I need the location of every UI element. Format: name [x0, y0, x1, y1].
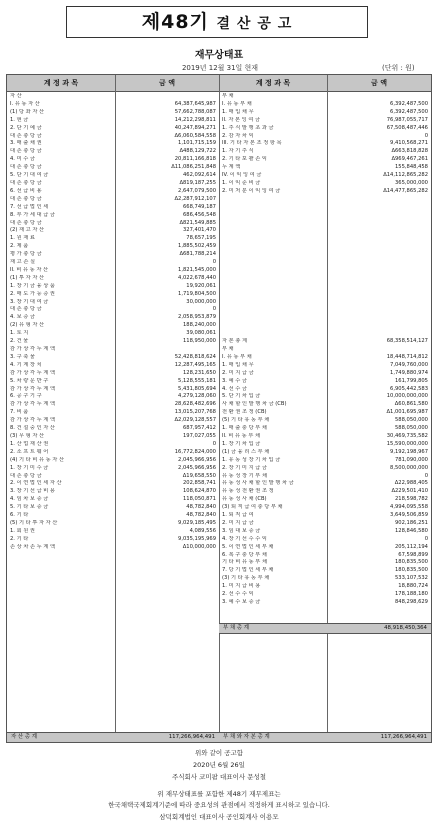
account-amount: 48,782,840	[186, 512, 216, 519]
account-name: 2. 단 기 예 금	[10, 124, 42, 131]
account-name: 2. 미 지 급 금	[222, 369, 254, 376]
account-name: 7. 당 기 법 인 세 부 채	[222, 567, 274, 574]
account-name	[222, 220, 326, 228]
account-amount: 1,821,545,000	[178, 266, 216, 273]
account-name: 5. 단 기 대 여 금	[10, 172, 49, 179]
account-amount: Δ14,477,865,282	[383, 187, 428, 194]
account-amount: 1,885,502,459	[178, 243, 216, 250]
account-amount: 67,598,899	[398, 551, 428, 558]
account-name: I. 유 동 부 채	[222, 353, 252, 360]
account-name: 4. 미 수 금	[10, 156, 35, 163]
account-name: 대 손 충 당 금	[10, 195, 42, 202]
account-amount: 781,090,000	[394, 456, 428, 463]
account-amount: 686,456,548	[182, 211, 216, 218]
account-amount: 78,657,195	[186, 235, 216, 242]
account-name: 자 본 총 계	[222, 338, 247, 345]
account-name: 2. 선 수 수 익	[222, 591, 254, 598]
account-amount	[329, 322, 428, 330]
account-amount: 155,848,458	[394, 164, 428, 171]
account-name: 2. 기 타	[10, 535, 29, 542]
account-amount	[329, 251, 428, 259]
account-amount: 0	[424, 132, 428, 139]
title-main: 제48기	[141, 11, 209, 33]
account-name: 5. 차 량 운 반 구	[10, 377, 49, 384]
account-name	[222, 330, 326, 338]
account-name: 2. 미 지 급 금	[222, 519, 254, 526]
account-amount: Δ19,658,550	[182, 472, 216, 479]
account-amount: 20,811,166,818	[174, 156, 216, 163]
account-name	[222, 306, 326, 314]
account-name: 3. 예 수 보 증 금	[222, 599, 261, 605]
account-amount: Δ2,287,912,107	[174, 195, 216, 202]
header-account-right: 계 정 과 목	[219, 75, 327, 92]
account-amount	[329, 291, 428, 299]
account-name: II. 비 유 동 부 채	[222, 432, 261, 439]
account-amount: 188,240,000	[182, 322, 216, 329]
column-divider	[327, 75, 328, 742]
account-name	[222, 243, 326, 251]
account-name: 유 동 성 장 기 부 채	[222, 472, 267, 479]
account-amount: 6,392,487,500	[390, 100, 428, 107]
account-name: (3) 무 형 자 산	[10, 432, 44, 439]
account-amount	[329, 259, 428, 267]
account-amount: 18,448,714,812	[386, 353, 428, 360]
account-amount: 28,628,482,696	[174, 401, 216, 408]
account-amount: 902,186,251	[394, 519, 428, 526]
footer-auditor: 삼덕회계법인 대표이사 공인회계사 이용모	[159, 813, 279, 821]
footer-statement: 위와 같이 공고함	[194, 749, 244, 757]
account-amount: 1,101,715,159	[178, 140, 216, 147]
liab-equity-total-row	[219, 732, 431, 743]
account-name: 2. 미 처 분 이 익 잉 여 금	[222, 187, 281, 194]
header-amount-left: 금 액	[115, 75, 219, 92]
account-name: 2. 기 타 포 괄 손 익	[222, 156, 267, 163]
header-amount-right: 금 액	[327, 75, 431, 92]
account-name: 4. 장 기 선 수 수 익	[222, 535, 267, 542]
account-amount: 533,107,532	[394, 575, 428, 582]
assets-total-row	[7, 732, 219, 743]
account-name: 1. 주 식 발 행 초 과 금	[222, 124, 274, 131]
account-amount: 48,782,840	[186, 504, 216, 511]
balance-sheet-table	[6, 74, 432, 743]
account-amount: 588,050,000	[394, 425, 428, 432]
account-name	[222, 251, 326, 259]
right-account-column	[222, 93, 326, 607]
account-name: 전 환 권 조 정 (CB)	[222, 409, 267, 416]
account-amount: 178,188,180	[394, 591, 428, 598]
account-name: 2. 이 연 법 인 세 자 산	[10, 480, 62, 487]
account-name	[222, 299, 326, 307]
account-name: 평 가 충 당 금	[10, 251, 42, 258]
account-name: 2. 감 자 차 익	[222, 132, 254, 139]
account-amount: 365,000,000	[394, 179, 428, 186]
account-amount: 205,112,194	[394, 543, 428, 550]
account-amount: 1,749,880,974	[390, 369, 428, 376]
account-amount: 108,624,870	[182, 488, 216, 495]
account-amount: 8,500,000,000	[390, 464, 428, 471]
account-name: 대 손 충 당 금	[10, 306, 42, 313]
account-amount: Δ819,187,255	[179, 179, 216, 186]
account-amount: 687,957,412	[182, 425, 216, 432]
account-name: 3. 장 기 대 여 금	[10, 298, 49, 305]
account-amount: 128,846,580	[394, 527, 428, 534]
account-amount: 327,401,470	[182, 227, 216, 234]
account-amount: 52,428,818,624	[174, 353, 216, 360]
account-amount: Δ821,549,885	[179, 219, 216, 226]
announcement-title	[66, 6, 368, 38]
account-amount	[329, 227, 428, 235]
account-name: 5. 이 연 법 인 세 부 채	[222, 543, 274, 550]
account-name: 2. 매 도 가 능 증 권	[10, 290, 55, 297]
account-name: (5) 기 타 투 자 자 산	[10, 519, 58, 526]
header-account-left: 계 정 과 목	[7, 75, 115, 92]
account-name: 6. 공 구 기 구	[10, 393, 42, 400]
left-amount-column	[117, 93, 216, 552]
account-amount: 4,089,556	[189, 527, 216, 534]
liab-equity-total-value: 117,266,964,491	[380, 734, 427, 740]
account-amount: 180,835,500	[394, 567, 428, 574]
right-amount-column	[329, 93, 428, 607]
account-name: 대 손 충 당 금	[10, 219, 42, 226]
account-amount: 13,015,207,768	[174, 409, 216, 416]
account-amount: 9,410,568,271	[390, 140, 428, 147]
account-amount	[117, 93, 216, 101]
account-name: II. 자 본 잉 여 금	[222, 116, 261, 123]
account-amount: 668,749,187	[182, 203, 216, 210]
statement-name: 재무상태표	[194, 50, 244, 61]
unit-label: (단위 : 원)	[382, 64, 415, 72]
account-name: 1. 회 원 권	[10, 527, 35, 534]
account-amount: 40,247,894,271	[174, 124, 216, 131]
account-name: 감 가 상 각 누 계 액	[10, 385, 55, 392]
account-name: 3. 장 기 선 급 비 용	[10, 488, 55, 495]
account-name	[222, 291, 326, 299]
account-name	[222, 196, 326, 204]
account-amount: 39,080,061	[186, 330, 216, 337]
account-name: 3. 매 출 채 권	[10, 140, 42, 147]
account-name	[222, 283, 326, 291]
account-amount: 64,387,645,987	[174, 100, 216, 107]
account-name	[222, 314, 326, 322]
account-name: (1) 당 좌 자 산	[10, 108, 44, 115]
footer-company: 주식회사 코미팜 대표이사 문성철	[171, 773, 267, 781]
account-name: 1. 미 지 급 비 용	[222, 583, 261, 590]
account-name: 대 손 충 당 금	[10, 132, 42, 139]
account-amount: 18,880,724	[398, 583, 428, 590]
account-name: 4. 기 계 장 치	[10, 361, 42, 368]
account-name	[222, 275, 326, 283]
account-name: (1) 금 융 리 스 부 채	[222, 448, 270, 455]
account-amount: 128,231,650	[182, 369, 216, 376]
account-amount: 0	[212, 259, 216, 266]
account-name: 1. 매 출 충 당 부 채	[222, 425, 267, 432]
account-amount: Δ22,988,405	[394, 480, 428, 487]
account-name: (2) 유 형 자 산	[10, 322, 44, 329]
account-amount	[329, 314, 428, 322]
assets-total-label: 자 산 총 계	[11, 734, 37, 740]
account-name: 1. 장 기 미 수 금	[10, 464, 49, 471]
account-amount: 0	[212, 440, 216, 447]
account-name: 1. 자 기 주 식	[222, 148, 254, 155]
account-name: 유 동 성 사 채 할 인 발 행 차 금	[222, 480, 294, 487]
account-name: 6. 복 구 충 당 부 채	[222, 551, 267, 558]
account-amount	[329, 306, 428, 314]
account-amount: 848,298,629	[394, 599, 428, 605]
account-amount: 2,058,953,879	[178, 314, 216, 321]
account-amount	[329, 275, 428, 283]
account-amount: 10,000,000,000	[386, 393, 428, 400]
account-name: 자 산	[10, 93, 22, 99]
account-name: 2. 건 물	[10, 338, 29, 345]
account-name	[222, 322, 326, 330]
account-name: (3) 퇴 직 급 여 충 당 부 채	[222, 504, 283, 511]
account-name: 손 상 차 손 누 계 액	[10, 543, 55, 550]
account-amount: 16,772,824,000	[174, 448, 216, 455]
account-name: II. 비 유 동 자 산	[10, 266, 49, 273]
account-amount: 180,835,500	[394, 559, 428, 566]
column-divider	[115, 75, 116, 742]
account-name	[222, 267, 326, 275]
account-name: 1. 산 업 재 산 권	[10, 440, 49, 447]
footer-audit-note: 위 재무상태표를 포함한 제48기 재무제표는	[157, 790, 281, 798]
account-amount: Δ229,501,410	[391, 488, 428, 495]
account-name: I. 유 동 자 산	[10, 100, 40, 107]
account-name: 사 채 할 인 발 행 차 금 (CB)	[222, 401, 287, 408]
liab-equity-total-label: 부 채 와 자 본 총 계	[223, 734, 270, 740]
account-amount	[329, 220, 428, 228]
account-amount: 15,590,000,000	[386, 440, 428, 447]
account-name: 1. 이 익 준 비 금	[222, 179, 261, 186]
account-amount: Δ2,029,128,557	[174, 417, 216, 424]
account-amount: 0	[212, 306, 216, 313]
account-amount: 14,212,298,811	[174, 116, 216, 123]
account-name: 누 계 액	[222, 164, 241, 171]
account-amount	[329, 283, 428, 291]
account-amount: Δ969,467,261	[391, 156, 428, 163]
account-amount: Δ10,000,000	[182, 543, 216, 550]
account-amount: 161,799,805	[394, 377, 428, 384]
account-amount	[329, 299, 428, 307]
account-name: 감 가 상 각 누 계 액	[10, 417, 55, 424]
account-amount: 5,431,805,694	[178, 385, 216, 392]
account-name: 대 손 충 당 금	[10, 164, 42, 171]
account-amount	[329, 93, 428, 101]
account-name: 4. 선 수 금	[222, 385, 247, 392]
account-name: 3. 구 축 물	[10, 353, 35, 360]
account-amount: Δ1,001,695,987	[386, 409, 428, 416]
account-name: 대 손 충 당 금	[10, 148, 42, 155]
account-name: 5. 단 기 차 입 금	[222, 393, 261, 400]
account-name: 7. 선 급 법 인 세	[10, 203, 49, 210]
account-amount: Δ663,818,828	[391, 148, 428, 155]
account-name: 부 채	[222, 346, 234, 352]
account-name: 6. 선 급 비 용	[10, 187, 42, 194]
account-amount: 30,000,000	[186, 298, 216, 305]
account-name: 8. 부 가 세 대 급 금	[10, 211, 55, 218]
account-name: IV. 이 익 잉 여 금	[222, 172, 262, 179]
account-amount: Δ681,788,214	[179, 251, 216, 258]
footer-audit-opinion: 한국채택국제회계기준에 따라 중요성의 관점에서 적정하게 표시하고 있습니다.	[108, 801, 330, 809]
account-name	[222, 235, 326, 243]
account-amount: 197,027,055	[182, 432, 216, 439]
account-amount	[329, 196, 428, 204]
liabilities-total-row	[219, 623, 431, 634]
account-amount: 4,994,095,558	[390, 504, 428, 511]
account-amount	[329, 243, 428, 251]
account-name: 7. 비 품	[10, 409, 29, 416]
account-amount: 9,035,195,969	[178, 535, 216, 542]
account-amount: 3,649,506,859	[390, 512, 428, 519]
account-amount: 0	[424, 535, 428, 542]
account-name: (5) 기 타 유 동 부 채	[222, 417, 270, 424]
account-name: 1. 원 재 료	[10, 235, 35, 242]
account-name: 2. 소 프 트 웨 어	[10, 448, 49, 455]
account-amount: 9,192,198,967	[390, 448, 428, 455]
account-amount: 202,858,741	[182, 480, 216, 487]
account-name: 1. 토 지	[10, 330, 29, 337]
account-amount: 0	[424, 472, 428, 479]
account-name: III. 기 타 자 본 조 정 항 목	[222, 140, 282, 147]
account-name: 유 동 성 사 채 (CB)	[222, 496, 267, 503]
account-name: 1. 매 입 채 무	[222, 108, 254, 115]
account-amount	[329, 330, 428, 338]
account-name: 2. 제 품	[10, 243, 29, 250]
account-name: 3. 임 대 보 증 금	[222, 527, 261, 534]
account-amount: 2,045,966,956	[178, 464, 216, 471]
account-amount: 462,092,614	[182, 172, 216, 179]
account-name: 3. 예 수 금	[222, 377, 247, 384]
account-name: 4. 보 증 금	[10, 314, 35, 321]
account-name: 유 동 성 전 환 권 조 정	[222, 488, 274, 495]
account-name: 1. 장 기 금 융 상 품	[10, 282, 55, 289]
account-name: 1. 매 입 채 무	[222, 361, 254, 368]
account-name: 부 채	[222, 93, 234, 99]
account-amount: 118,050,871	[182, 496, 216, 503]
account-name: 감 가 상 각 누 계 액	[10, 401, 55, 408]
account-amount: 2,647,079,500	[178, 187, 216, 194]
account-name	[222, 212, 326, 220]
account-amount: 2,045,966,956	[178, 456, 216, 463]
account-amount: 4,279,128,060	[178, 393, 216, 400]
account-amount: 76,987,055,717	[386, 116, 428, 123]
assets-total-value: 117,266,964,491	[168, 734, 215, 740]
account-amount: 67,508,487,446	[386, 124, 428, 131]
account-name: (3) 기 타 유 동 부 채	[222, 575, 270, 582]
account-name: 감 가 상 각 누 계 액	[10, 369, 55, 376]
liabilities-total-label: 부 채 총 계	[223, 625, 249, 631]
footer-date: 2020년 6월 26일	[193, 761, 245, 769]
account-name: 감 가 상 각 누 계 액	[10, 346, 55, 352]
account-amount: 19,920,061	[186, 282, 216, 289]
account-name: I. 유 동 부 채	[222, 100, 252, 107]
account-amount: 588,050,000	[394, 417, 428, 424]
account-amount: 6,905,442,583	[390, 385, 428, 392]
account-name: 1. 유 동 성 장 기 차 입 금	[222, 456, 281, 463]
account-amount: 6,392,487,500	[390, 108, 428, 115]
account-name: 8. 건 설 중 인 자 산	[10, 425, 55, 432]
account-amount: 12,287,495,165	[174, 361, 216, 368]
account-name: 1. 장 기 차 입 금	[222, 440, 261, 447]
account-amount	[329, 235, 428, 243]
account-amount: 9,029,185,495	[178, 519, 216, 526]
account-amount: Δ14,112,865,282	[383, 172, 428, 179]
account-amount	[329, 212, 428, 220]
account-amount: 118,950,000	[182, 338, 216, 345]
account-name	[222, 204, 326, 212]
account-amount: 1,719,804,500	[178, 290, 216, 297]
account-amount	[329, 346, 428, 354]
account-amount: 5,128,555,181	[178, 377, 216, 384]
account-amount: Δ11,086,251,848	[171, 164, 216, 171]
account-name: 5. 기 타 보 증 금	[10, 504, 49, 511]
title-rest: 결 산 공 고	[216, 16, 293, 32]
account-amount: Δ488,129,722	[179, 148, 216, 155]
account-name: 대 손 충 당 금	[10, 472, 42, 479]
column-divider	[219, 75, 220, 742]
left-account-column	[10, 93, 114, 552]
account-amount: 4,022,678,440	[178, 274, 216, 281]
account-name	[222, 259, 326, 267]
account-name: 기 타 비 유 동 부 채	[222, 559, 267, 566]
account-amount: 57,662,788,087	[174, 108, 216, 115]
account-name: (2) 재 고 자 산	[10, 227, 44, 234]
account-name	[222, 227, 326, 235]
account-amount	[329, 267, 428, 275]
account-name: 4. 임 차 보 증 금	[10, 496, 49, 503]
account-amount: 7,049,760,000	[390, 361, 428, 368]
account-amount	[117, 346, 216, 354]
account-name: 2. 장 기 미 지 급 금	[222, 464, 267, 471]
account-name: 대 손 충 당 금	[10, 179, 42, 186]
account-amount	[329, 204, 428, 212]
account-amount: 30,469,735,582	[386, 432, 428, 439]
account-name: (1) 투 자 자 산	[10, 274, 44, 281]
account-name: (4) 기 타 비 유 동 자 산	[10, 456, 64, 463]
account-amount: Δ60,861,580	[394, 401, 428, 408]
account-name: 재 고 손 실	[10, 259, 35, 266]
account-amount: 68,358,514,127	[386, 338, 428, 345]
statement-date: 2019년 12월 31일 현재	[181, 64, 259, 72]
account-name: 1. 현 금	[10, 116, 29, 123]
account-name: 1. 퇴 직 급 여	[222, 512, 254, 519]
liabilities-total-value: 48,918,450,364	[384, 625, 427, 631]
account-amount: 218,598,782	[394, 496, 428, 503]
account-amount: Δ6,060,584,558	[174, 132, 216, 139]
account-name: 6. 기 타	[10, 512, 29, 519]
